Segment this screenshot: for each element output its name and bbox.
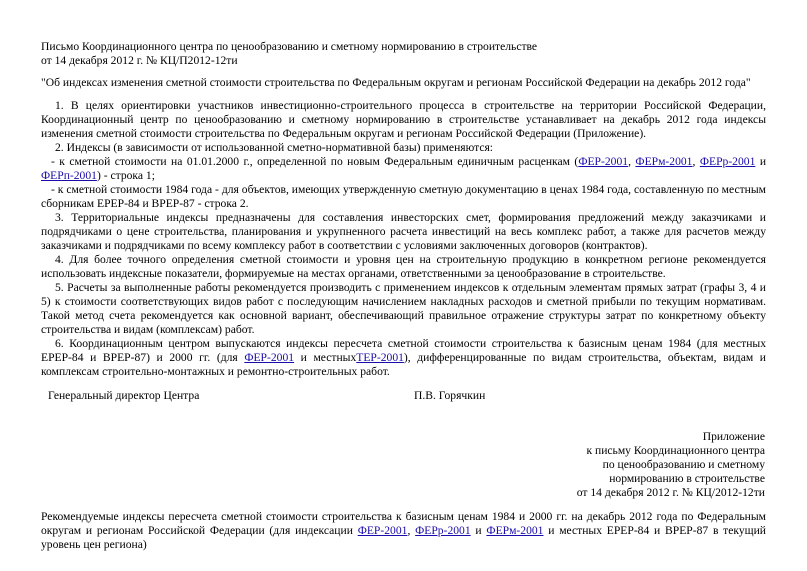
recommendation-caption: [41, 510, 766, 552]
letter-header-title: Письмо Координационного центра по ценообразованию и сметному нормированию в строительстве: [41, 40, 538, 53]
paragraph-1: 1. В целях ориентировки участников инвестиционно-строительного процесса в строительстве на территории Российской Федерации, Координационный центр по ценообразованию и сметному нормированию в строительстве устанавливает на декабрь 2012 года индексы изменения сметной стоимости строительства по Федеральным округам и регионам Российской Федерации (Приложение).: [41, 99, 766, 140]
paragraph-5: 5. Расчеты за выполненные работы рекомендуется производить с применением индексов к отдельным элементам прямых затрат (графы 3, 4 и 5) к стоимости соответствующих видов работ с последующим начислением накладных расходов и сметной прибыли по текущим нормативам. Такой метод счета рекомендуется как основной вариант, обеспечивающий правильное отражение структуры затрат по конкретному объекту строительства и видам (комплексам) работ.: [41, 281, 766, 336]
paragraph-6-end: ), дифференцированные по видам строительства, объектам, видам и комплексам строительно-монтажных и ремонтно-строительных работ.: [41, 351, 766, 378]
recommendation-text: Рекомендуемые индексы пересчета сметной стоимости строительства к базисным ценам 1984 и 2000 гг. на декабрь 2012 года по Федеральным округам и регионам Российской Федерации (для индексации: [41, 510, 766, 537]
paragraph-6: [41, 337, 766, 379]
letter-subject: "Об индексах изменения сметной стоимости строительства по Федеральным округам и регионам Российской Федерации на декабрь 2012 года": [41, 76, 751, 89]
paragraph-2: 2. Индексы (в зависимости от использованной сметно-нормативной базы) применяются:: [55, 141, 494, 154]
paragraph-2a-end: ) - строка 1;: [96, 169, 155, 182]
paragraph-2a-text: - к сметной стоимости на 01.01.2000 г., определенной по новым Федеральным единичным расценкам (: [51, 155, 579, 168]
paragraph-3: 3. Территориальные индексы предназначены для составления инвесторских смет, формирования предложений между заказчиками и подрядчиками о цене строительства, планирования и укрупненного расчета инвестиций на весь комплекс работ, а также для расчетов между заказчиками и подрядчиками по всему комплексу работ в соответствии с условиями заключенных договоров (контрактов).: [41, 211, 766, 252]
link-ferr-2001[interactable]: ФЕРр-2001: [699, 155, 756, 168]
link-fer-2001-p6[interactable]: ФЕР-2001: [244, 351, 295, 364]
paragraph-6-mid: и местных: [294, 351, 357, 364]
letter-header-date: от 14 декабря 2012 г. № КЦ/П2012-12ти: [41, 54, 238, 67]
paragraph-6-text: 6. Координационным центром выпускаются индексы пересчета сметной стоимости строительства к базисным ценам 1984 (для местных ЕРЕР-84 и ВРЕР-87) и 2000 гг. (для: [41, 337, 766, 364]
letter-header: [41, 40, 766, 68]
appendix-heading: [577, 430, 765, 500]
appendix-line-5: от 14 декабря 2012 г. № КЦ/2012-12ти: [576, 486, 765, 499]
paragraph-2b: - к сметной стоимости 1984 года - для объектов, имеющих утвержденную сметную документацию в ценах 1984 года, составленную по местным сборникам ЕРЕР-84 и ВРЕР-87 - строка 2.: [41, 183, 766, 210]
recommendation-end: и местных ЕРЕР-84 и ВРЕР-87 в текущий уровень цен региона): [41, 524, 766, 551]
appendix-line-2: к письму Координационного центра: [586, 444, 765, 457]
separator: ,: [692, 155, 700, 168]
link-ferm-2001[interactable]: ФЕРм-2001: [635, 155, 693, 168]
appendix-line-3: по ценообразованию и сметному: [602, 458, 765, 471]
signature-name: П.В. Горячкин: [414, 389, 486, 402]
link-ferp-2001[interactable]: ФЕРп-2001: [41, 169, 97, 182]
link-ferr-2001-rec[interactable]: ФЕРр-2001: [415, 524, 471, 537]
separator: и: [470, 524, 487, 537]
separator: ,: [407, 524, 416, 537]
link-ter-2001[interactable]: ТЕР-2001: [356, 351, 404, 364]
appendix-line-4: нормированию в строительстве: [609, 472, 765, 485]
separator: ,: [628, 155, 636, 168]
paragraph-2a: [41, 155, 766, 183]
signature-role: Генеральный директор Центра: [48, 389, 200, 402]
paragraph-4: 4. Для более точного определения сметной стоимости и уровня цен на строительную продукцию в конкретном регионе рекомендуется использовать индексные показатели, формируемые на местах органами, ответственными за ценообразование в строительстве.: [41, 253, 766, 280]
letter-body: [41, 99, 766, 379]
appendix-line-1: Приложение: [702, 430, 765, 443]
separator: и: [755, 155, 767, 168]
link-fer-2001[interactable]: ФЕР-2001: [578, 155, 629, 168]
link-ferm-2001-rec[interactable]: ФЕРм-2001: [486, 524, 544, 537]
link-fer-2001-rec[interactable]: ФЕР-2001: [357, 524, 408, 537]
